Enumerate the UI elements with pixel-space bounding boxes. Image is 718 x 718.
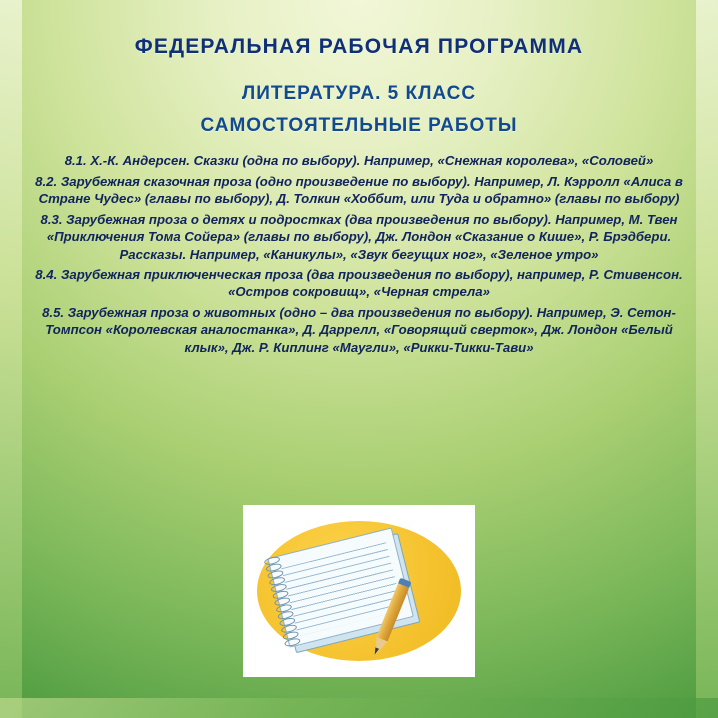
bottom-edge-decoration <box>0 698 718 718</box>
notebook-and-pencil-illustration <box>243 505 475 677</box>
assignment-list <box>26 152 692 356</box>
list-item: 8.4. Зарубежная приключенческая проза (два произведения по выбору), например, Р. Стивенсон. «Остров сокровищ», «Черная стрела» <box>35 267 683 300</box>
slide-content <box>0 0 718 356</box>
section-subtitle: САМОСТОЯТЕЛЬНЫЕ РАБОТЫ <box>200 114 518 136</box>
list-item: 8.2. Зарубежная сказочная проза (одно произведение по выбору). Например, Л. Кэрролл «Алиса в Стране Чудес» (главы по выбору), Д. Толкин «Хоббит, или Туда и обратно» (главы по выбору) <box>35 173 683 207</box>
list-item: 8.5. Зарубежная проза о животных (одно – два произведения по выбору). Например, Э. Сетон-Томпсон «Королевская аналостанка», Д. Даррелл, «Говорящий сверток», Дж. Лондон «Белый клык», Дж. Р. Киплинг «Маугли», «Рикки-Тикки-Тави» <box>42 304 676 355</box>
subject-subtitle: ЛИТЕРАТУРА. 5 КЛАСС <box>241 83 477 105</box>
list-item: 8.1. Х.-К. Андерсен. Сказки (одна по выбору). Например, «Снежная королева», «Соловей» <box>64 153 654 169</box>
list-item: 8.3. Зарубежная проза о детях и подростках (два произведения по выбору). Например, М. Твен «Приключения Тома Сойера» (главы по выбору), Дж. Лондон «Сказание о Кише», Р. Брэдбери. Рассказы. Например, «Каникулы», «Звук бегущих ног», «Зеленое утро» <box>40 211 678 262</box>
page-title: ФЕДЕРАЛЬНАЯ РАБОЧАЯ ПРОГРАММА <box>134 35 584 58</box>
